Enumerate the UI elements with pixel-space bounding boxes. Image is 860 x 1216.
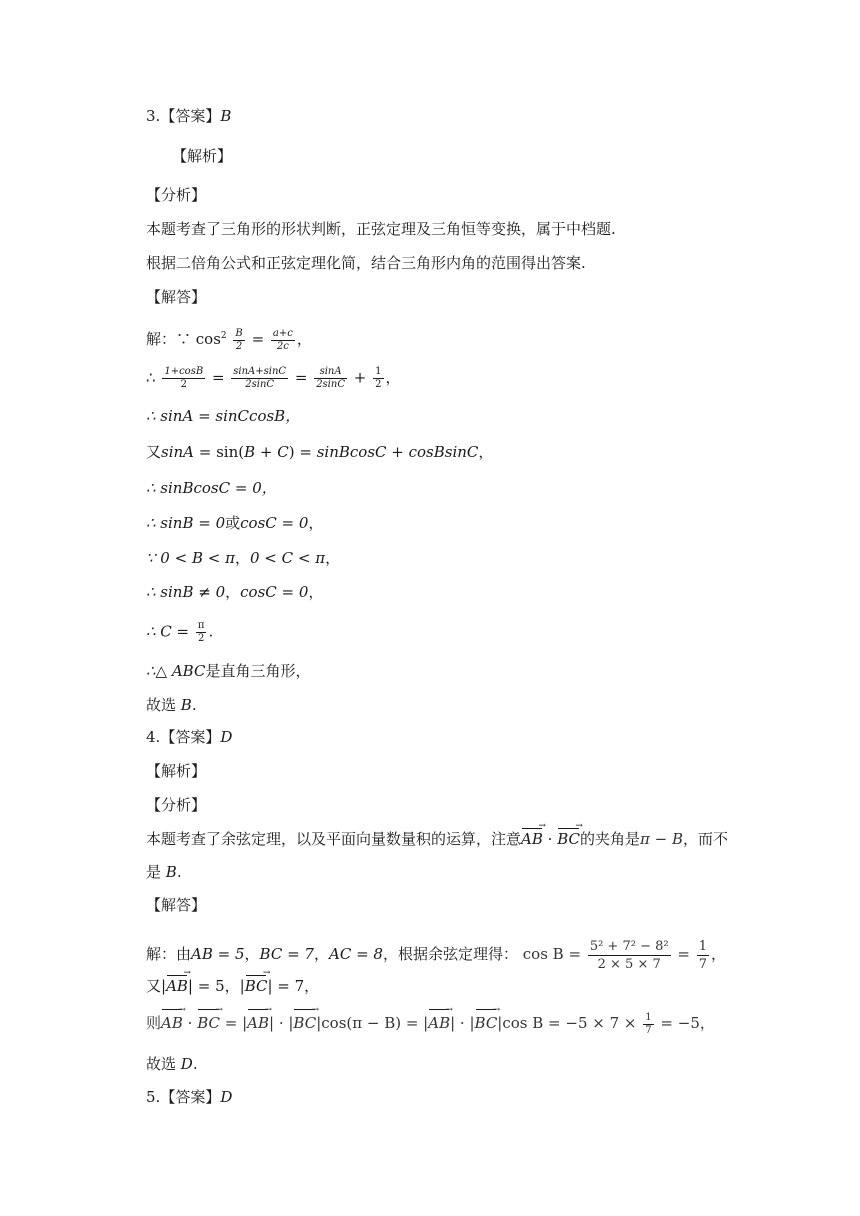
q3-step-6 <box>146 513 323 533</box>
q4-s1-e: ， <box>313 945 329 963</box>
q4-s3-f: |cos B = −5 × 7 × <box>497 1014 637 1032</box>
q3-s1-sup: 2 <box>220 331 227 341</box>
q3-s6-c: cosC = 0 <box>240 514 309 532</box>
q3-s4-d: B + C <box>244 443 289 461</box>
q3-s1-eq: = <box>251 330 265 348</box>
q5-number: 5. <box>146 1088 161 1106</box>
vector-ab: AB → <box>428 1010 450 1036</box>
q4-jieda-label: 【解答】 <box>146 896 207 914</box>
q3-step-10 <box>146 661 310 681</box>
fraction: $\frac{B}{2}$ <box>235 327 243 352</box>
q3-jieda-label: 【解答】 <box>146 288 207 306</box>
dot-operator: · <box>182 1014 198 1032</box>
q4-s4-a: 故选 <box>146 1055 181 1073</box>
q3-step-5: ∴ sinBcosC = 0， <box>146 479 277 497</box>
q3-fenxi-text-2: 根据二倍角公式和正弦定理化简，结合三角形内角的范围得出答案. <box>146 254 586 272</box>
q4-step-2 <box>146 976 319 996</box>
q4-s3-b: = | <box>219 1014 248 1032</box>
vector-ab: AB → <box>166 976 188 996</box>
q3-s11-a: 故选 <box>146 696 181 714</box>
vector-ab: AB → <box>521 829 543 849</box>
q4-s4-b: D <box>180 1055 193 1073</box>
q4-fenxi-label: 【分析】 <box>146 796 207 814</box>
q4-s1-f: AC = 8 <box>329 945 383 963</box>
q3-s4-a: 又 <box>146 443 162 461</box>
answer-tag: 【答案】 <box>160 1088 221 1106</box>
q4-s1-b: AB = 5 <box>191 945 245 963</box>
q3-s8-c: cosC = 0 <box>240 583 309 601</box>
vector-bc: BC → <box>197 1010 220 1036</box>
q4-fenxi-text-1 <box>146 829 728 849</box>
fraction: $\frac{1}{7}$ <box>698 938 707 972</box>
q3-jiexi-label: 【解析】 <box>172 147 233 165</box>
q3-s9-pre: ∴ C = <box>146 622 190 641</box>
q4-step-1 <box>146 932 726 976</box>
q4-s3-a: 则 <box>146 1014 162 1032</box>
q4-t1-c: π − B <box>639 830 683 848</box>
q3-fenxi-label: 【分析】 <box>146 186 207 204</box>
q4-s1-end: ， <box>711 945 727 963</box>
q4-s1-eq: = <box>677 945 690 963</box>
q3-s9-end: . <box>208 622 214 641</box>
vector-bc: BC → <box>475 1010 498 1036</box>
q4-t2-b: B <box>165 863 177 881</box>
q4-answer: D <box>220 728 233 746</box>
vector-ab: AB → <box>161 1010 183 1036</box>
q5-answer-heading <box>146 1087 232 1107</box>
vector-ab: AB → <box>247 1010 269 1036</box>
q3-s2-end: ， <box>385 368 401 387</box>
q3-s6-b: 或 <box>225 514 241 532</box>
q4-s1-g: ，根据余弦定理得： <box>382 945 518 963</box>
q3-step-9 <box>146 620 213 645</box>
fraction: $\frac{1}{7}$ <box>645 1011 652 1036</box>
q3-s4-c: sin( <box>216 443 245 461</box>
fraction: $\frac{1+\cos B}{2}$ <box>164 366 204 390</box>
q3-s8-b: ， <box>225 583 241 601</box>
q4-s2-c: | = 7， <box>267 977 320 995</box>
answer-tag: 【答案】 <box>160 107 221 125</box>
q4-s1-h: cos B = <box>522 945 582 963</box>
q3-s1-end: ， <box>296 330 312 348</box>
q4-s1-c: ， <box>244 945 260 963</box>
q3-s6-a: ∴ sinB = 0 <box>146 514 226 532</box>
q4-t1-a: 本题考查了余弦定理，以及平面向量数量积的运算，注意 <box>146 830 522 848</box>
q3-step-8 <box>146 582 323 602</box>
vector-bc: BC → <box>245 976 268 996</box>
q4-s2-b: | = 5，| <box>187 977 245 995</box>
fraction: $\frac{\pi}{2}$ <box>197 620 205 644</box>
q4-answer-heading <box>146 727 232 747</box>
q3-step-4 <box>146 442 493 462</box>
q3-s1-pre: 解：∵ cos <box>146 330 221 348</box>
q3-s4-g: ， <box>478 443 494 461</box>
q4-s3-e: | · | <box>450 1014 475 1032</box>
q4-step-3 <box>146 1010 715 1037</box>
q3-s7-a: ∵ 0 < B < π <box>146 549 235 567</box>
q3-s11-c: . <box>191 696 197 714</box>
q3-fenxi-text-1: 本题考查了三角形的形状判断，正弦定理及三角恒等变换，属于中档题. <box>146 220 616 238</box>
q3-s7-b: ， <box>234 549 250 567</box>
q3-step-7 <box>146 548 340 568</box>
dot-operator: · <box>542 830 558 848</box>
q3-answer-heading <box>146 106 231 126</box>
q3-s7-c: 0 < C < π <box>249 549 326 567</box>
q4-s2-a: 又| <box>146 977 167 995</box>
fraction: $\frac{\sin A}{2\sin C}$ <box>316 366 345 390</box>
fraction: $\frac{1}{2}$ <box>375 366 382 390</box>
q3-s10-b: 是直角三角形， <box>205 662 311 680</box>
q4-s1-d: BC = 7 <box>259 945 314 963</box>
q4-s3-d: |cos(π − B) = | <box>316 1014 429 1032</box>
q4-s1-a: 解：由 <box>146 945 192 963</box>
q4-s4-c: . <box>192 1055 198 1073</box>
q3-s6-d: ， <box>308 514 324 532</box>
q3-s7-d: ， <box>325 549 341 567</box>
q4-s3-g: = −5， <box>660 1014 715 1032</box>
q5-answer: D <box>220 1088 233 1106</box>
q3-conclusion <box>146 695 197 715</box>
q4-jiexi-label: 【解析】 <box>146 762 207 780</box>
q3-answer: B <box>220 107 232 125</box>
q3-s10-a: ∴△ ABC <box>146 662 206 680</box>
q3-s4-e: ) = <box>288 443 317 461</box>
q3-number: 3. <box>146 107 161 125</box>
q4-t1-d: ，而不 <box>682 830 728 848</box>
q4-t2-a: 是 <box>146 863 166 881</box>
vector-bc: BC → <box>557 829 580 849</box>
fraction: $\frac{a+c}{2c}$ <box>272 327 293 352</box>
q3-step-1 <box>146 326 312 353</box>
answer-tag: 【答案】 <box>160 728 221 746</box>
fraction: $\frac{\text{5² + 7² − 8²}}{2 \times 5 \times 7}$ <box>589 938 669 972</box>
q4-t1-b: 的夹角是 <box>579 830 640 848</box>
q3-s4-b: sinA = <box>161 443 217 461</box>
q3-s8-a: ∴ sinB ≠ 0 <box>146 583 226 601</box>
fraction: $\frac{\sin A+\sin C}{2\sin C}$ <box>233 366 287 390</box>
vector-bc: BC → <box>293 1010 316 1036</box>
therefore-symbol: ∴ <box>146 368 156 387</box>
plus-sign: + <box>353 368 367 387</box>
q4-number: 4. <box>146 728 161 746</box>
q3-step-3: ∴ sinA = sinCcosB， <box>146 407 301 425</box>
q4-t2-c: . <box>176 863 182 881</box>
q3-s8-d: ， <box>308 583 324 601</box>
q4-conclusion <box>146 1054 198 1074</box>
q3-s4-f: sinBcosC + cosBsinC <box>316 443 479 461</box>
q4-s3-c: | · | <box>269 1014 294 1032</box>
q4-fenxi-text-2 <box>146 862 182 882</box>
q3-step-2: ∴ $\frac{1+\cos B}{2}$ = $\frac{\sin A+\sin C}{2\sin C}$ = $\frac{\sin A}{2\sin C}$ + $\frac{1}{2}$ ， <box>146 366 401 390</box>
q3-s11-b: B <box>180 696 192 714</box>
